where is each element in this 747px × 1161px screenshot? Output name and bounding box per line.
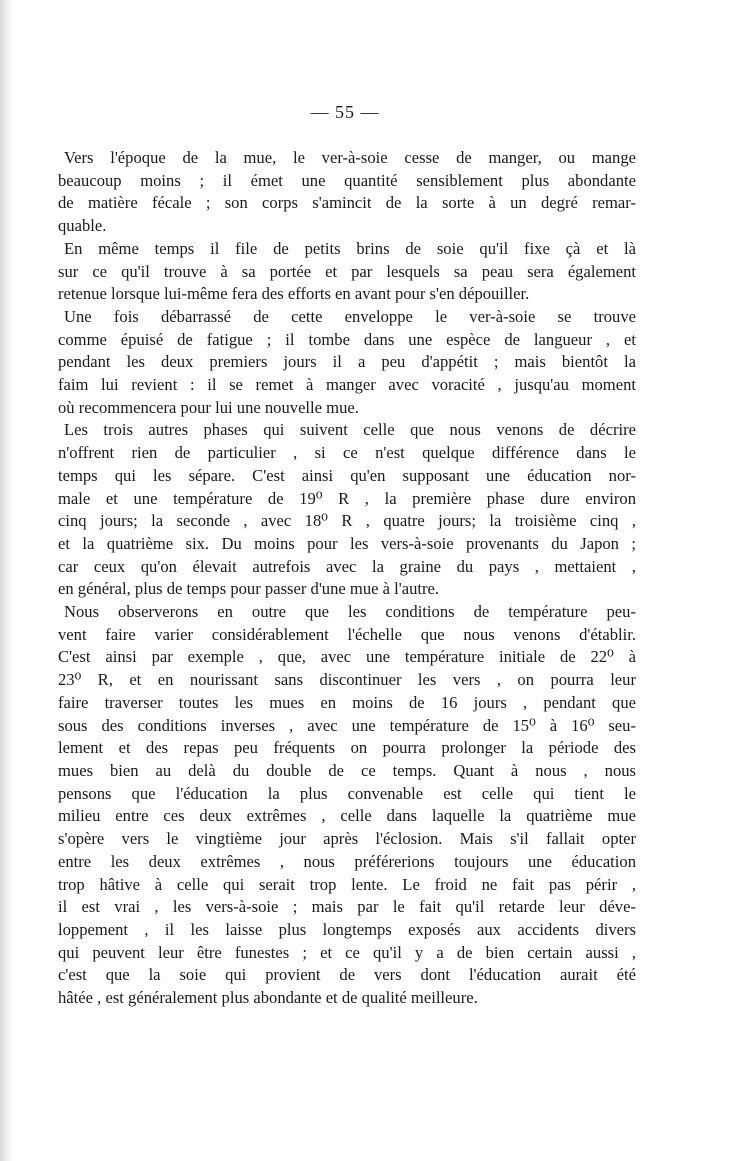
text-line: En même temps il file de petits brins de soie qu'il fixe çà et là	[64, 238, 636, 258]
text-line: mues bien au delà du double de ce temps. Quant à nous , nous	[58, 760, 636, 780]
text-line: faire traverser toutes les mues en moins de 16 jours , pendant que	[58, 692, 636, 712]
text-line: il est vrai , les vers-à-soie ; mais par le fait qu'il retarde leur déve-	[58, 897, 636, 917]
text-line: car ceux qu'on élevait autrefois avec la graine du pays , mettaient ,	[58, 556, 636, 576]
text-line: et la quatrième six. Du moins pour les vers-à-soie provenants du Japon ;	[58, 533, 636, 553]
text-line: qui peuvent leur être funestes ; et ce qu'il y a de bien certain aussi ,	[58, 942, 636, 962]
text-line: C'est ainsi par exemple , que, avec une température initiale de 22⁰ à	[58, 647, 636, 667]
text-line: retenue lorsque lui-même fera des efforts en avant pour s'en dépouiller.	[58, 284, 530, 304]
text-line: vent faire varier considérablement l'échelle que nous venons d'établir.	[58, 624, 636, 644]
text-line: male et une température de 19⁰ R , la première phase dure environ	[58, 488, 636, 508]
paragraph	[58, 419, 636, 601]
text-line: sous des conditions inverses , avec une température de 15⁰ à 16⁰ seu-	[58, 715, 636, 735]
text-line: pensons que l'éducation la plus convenable est celle qui tient le	[58, 783, 636, 803]
text-line: loppement , il les laisse plus longtemps exposés aux accidents divers	[58, 919, 636, 939]
text-line: sur ce qu'il trouve à sa portée et par lesquels sa peau sera également	[58, 261, 636, 281]
text-line: comme épuisé de fatigue ; il tombe dans une espèce de langueur , et	[58, 329, 636, 349]
text-line: cinq jours; la seconde , avec 18⁰ R , quatre jours; la troisième cinq ,	[58, 511, 636, 531]
text-line: en général, plus de temps pour passer d'une mue à l'autre.	[58, 579, 440, 599]
text-line: n'offrent rien de particulier , si ce n'est quelque différence dans le	[58, 443, 636, 463]
text-line: 23⁰ R, et en nourissant sans discontinuer les vers , on pourra leur	[58, 670, 636, 690]
paragraph	[58, 238, 636, 306]
text-line: milieu entre ces deux extrêmes , celle dans laquelle la quatrième mue	[58, 806, 636, 826]
text-line: trop hâtive à celle qui serait trop lente. Le froid ne fait pas périr ,	[58, 874, 636, 894]
text-line: Vers l'époque de la mue, le ver-à-soie cesse de manger, ou mange	[64, 148, 636, 167]
text-line: pendant les deux premiers jours il a peu d'appétit ; mais bientôt la	[58, 352, 636, 372]
text-line: où recommencera pour lui une nouvelle mue.	[58, 397, 359, 417]
paragraph	[58, 306, 636, 420]
text-line: lement et des repas peu fréquents on pourra prolonger la période des	[58, 738, 636, 758]
text-line: temps qui les sépare. C'est ainsi qu'en supposant une éducation nor-	[58, 465, 636, 485]
text-line: faim lui revient : il se remet à manger avec voracité , jusqu'au moment	[58, 375, 636, 395]
paragraph	[58, 601, 636, 1010]
text-line: quable.	[58, 216, 107, 236]
text-line: c'est que la soie qui provient de vers dont l'éducation aurait été	[58, 965, 636, 985]
page-edge	[0, 0, 14, 1161]
body-text	[58, 147, 636, 1010]
text-line: s'opère vers le vingtième jour après l'éclosion. Mais s'il fallait opter	[58, 829, 636, 849]
text-line: beaucoup moins ; il émet une quantité sensiblement plus abondante	[58, 170, 636, 190]
page-number: — 55 —	[310, 102, 380, 122]
text-line: hâtée , est généralement plus abondante et de qualité meilleure.	[58, 988, 478, 1008]
text-line: Les trois autres phases qui suivent celle que nous venons de décrire	[64, 420, 636, 440]
text-line: entre les deux extrêmes , nous préférerions toujours une éducation	[58, 851, 636, 871]
text-line: Nous observerons en outre que les conditions de température peu-	[64, 602, 636, 622]
text-line: Une fois débarrassé de cette enveloppe le ver-à-soie se trouve	[64, 306, 636, 326]
text-line: de matière fécale ; son corps s'amincit de la sorte à un degré remar-	[58, 193, 636, 213]
paragraph	[58, 147, 636, 238]
